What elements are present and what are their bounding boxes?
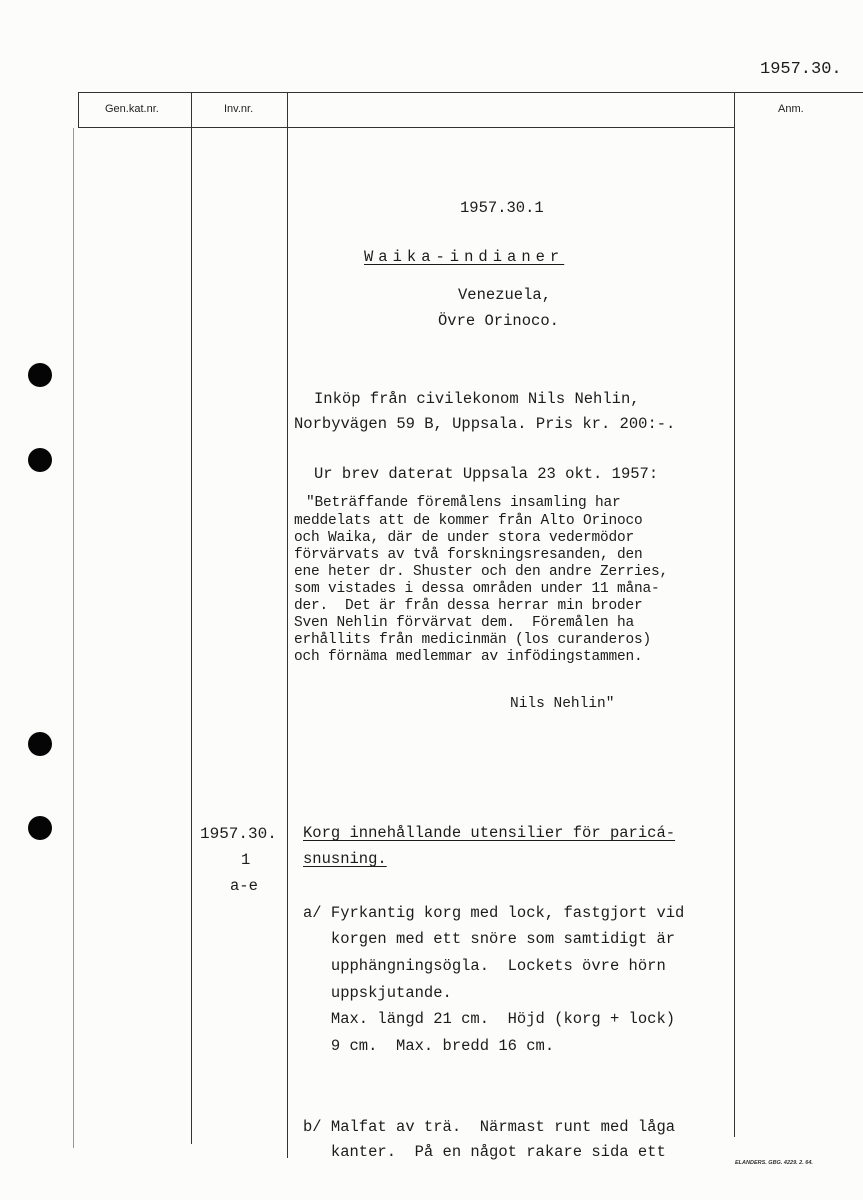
quote-line: ene heter dr. Shuster och den andre Zerries, — [294, 564, 669, 580]
quote-line: erhållits från medicinmän (los curanderos) — [294, 632, 652, 648]
quote-line: förvärvats av två forskningsresanden, den — [294, 547, 643, 563]
item-title-line2: snusning. — [303, 850, 387, 868]
header-inv-nr: Inv.nr. — [224, 103, 254, 115]
header-rule-bottom — [78, 127, 734, 128]
purchase-line-2: Norbyvägen 59 B, Uppsala. Pris kr. 200:-. — [294, 415, 676, 433]
item-title-line1: Korg innehållande utensilier för paricá- — [303, 824, 676, 842]
letter-signature: Nils Nehlin" — [510, 696, 615, 712]
header-gen-kat-nr: Gen.kat.nr. — [105, 103, 159, 115]
item-inv-subnumber: 1 — [241, 851, 251, 869]
binder-hole-3 — [28, 732, 52, 756]
document-number: 1957.30. — [760, 60, 842, 79]
sub-a-line: uppskjutande. — [303, 984, 452, 1002]
quote-line: och Waika, där de under stora vedermödor — [294, 530, 635, 546]
letter-intro: Ur brev daterat Uppsala 23 okt. 1957: — [314, 465, 659, 483]
sub-a-line: 9 cm. Max. bredd 16 cm. — [303, 1037, 555, 1055]
quote-line: "Beträffande föremålens insamling har — [306, 495, 621, 511]
binder-hole-2 — [28, 448, 52, 472]
quote-line: som vistades i dessa områden under 11 måna- — [294, 581, 660, 597]
sub-b-line: kanter. På en något rakare sida ett — [303, 1143, 666, 1161]
sub-a-line: a/ Fyrkantig korg med lock, fastgjort vid — [303, 904, 685, 922]
header-anm: Anm. — [778, 103, 804, 115]
entry-place-line1: Venezuela, — [458, 286, 552, 304]
column-rule-inv — [287, 92, 288, 1158]
binder-hole-1 — [28, 363, 52, 387]
printer-mark: ELANDERS. GBG. 4229. 2. 64. — [735, 1160, 813, 1166]
item-inv-range: a-e — [230, 877, 258, 895]
item-inv-number: 1957.30. — [200, 825, 277, 843]
sub-a-line: upphängningsögla. Lockets övre hörn — [303, 957, 666, 975]
quote-line: meddelats att de kommer från Alto Orinoco — [294, 513, 643, 529]
entry-title: Waika-indianer — [364, 248, 565, 266]
binder-hole-4 — [28, 816, 52, 840]
sub-a-line: Max. längd 21 cm. Höjd (korg + lock) — [303, 1010, 676, 1028]
quote-line: der. Det är från dessa herrar min broder — [294, 598, 643, 614]
sub-b-line: b/ Malfat av trä. Närmast runt med låga — [303, 1118, 676, 1136]
quote-line: Sven Nehlin förvärvat dem. Föremålen ha — [294, 615, 635, 631]
column-rule-left — [78, 92, 79, 128]
margin-rule — [73, 128, 74, 1148]
purchase-line-1: Inköp från civilekonom Nils Nehlin, — [314, 390, 640, 408]
column-rule-anm — [734, 92, 735, 1137]
entry-place-line2: Övre Orinoco. — [438, 312, 559, 330]
entry-number: 1957.30.1 — [460, 199, 544, 217]
quote-line: och förnäma medlemmar av infödingstammen. — [294, 649, 643, 665]
header-rule-top — [78, 92, 863, 93]
column-rule-gen-kat — [191, 92, 192, 1144]
sub-a-line: korgen med ett snöre som samtidigt är — [303, 930, 676, 948]
